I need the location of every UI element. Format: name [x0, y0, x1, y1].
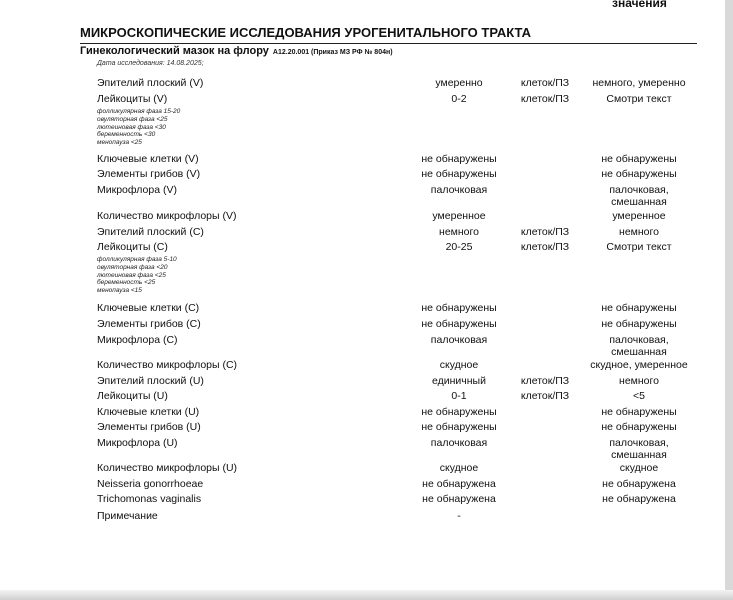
reference-value-line: не обнаружены: [601, 318, 677, 330]
reference-value: [583, 493, 695, 505]
test-unit: клеток/ПЗ: [520, 93, 570, 105]
test-name: Ключевые клетки (V): [97, 153, 199, 165]
reference-value-line: не обнаружены: [601, 168, 677, 180]
test-name: Лейкоциты (C): [97, 241, 168, 253]
reference-value-line: умеренное: [612, 210, 666, 222]
test-name: Trichomonas vaginalis: [97, 493, 202, 505]
test-name: Примечание: [97, 510, 158, 522]
test-name: Лейкоциты (U): [97, 390, 168, 402]
reference-value: [583, 302, 695, 314]
subsection-code: A12.20.001 (Приказ МЗ РФ № 804н): [272, 49, 393, 56]
note-line: овуляторная фаза <25: [97, 115, 168, 123]
test-name: Neisseria gonorrhoeae: [97, 478, 204, 490]
test-result: скудное: [439, 359, 479, 371]
reference-value: [583, 93, 695, 105]
page-edge-right: [725, 0, 733, 600]
reference-value-line: не обнаружена: [602, 493, 676, 505]
test-result: немного: [439, 226, 479, 238]
test-result: умеренно: [435, 77, 483, 89]
test-result: -: [457, 510, 461, 522]
reference-value-line: Смотри текст: [606, 241, 672, 253]
reference-value-line: Смотри текст: [606, 93, 672, 105]
test-name: Ключевые клетки (C): [97, 302, 200, 314]
reference-value: [583, 478, 695, 490]
test-name: Элементы грибов (V): [97, 168, 201, 180]
test-name: Эпителий плоский (U): [97, 375, 204, 387]
reference-value: [583, 318, 695, 330]
reference-value: [583, 153, 695, 165]
reference-value-line: не обнаружены: [601, 406, 677, 418]
test-name: Микрофлора (U): [97, 437, 178, 449]
test-result: единичный: [432, 375, 486, 387]
test-name: Ключевые клетки (U): [97, 406, 200, 418]
test-name: Элементы грибов (U): [97, 421, 201, 433]
test-unit: клеток/ПЗ: [520, 375, 570, 387]
reference-value-line: палочковая,: [609, 437, 669, 449]
reference-value-line: немного: [619, 375, 659, 387]
page-edge-bottom: [0, 590, 733, 600]
reference-value-line: немного: [619, 226, 659, 238]
test-result: палочковая: [430, 437, 488, 449]
reference-value: [583, 241, 695, 253]
test-unit: клеток/ПЗ: [520, 390, 570, 402]
reference-value: [583, 184, 695, 208]
test-name: Количество микрофлоры (V): [97, 210, 237, 222]
reference-value: [583, 437, 695, 461]
reference-value-line: не обнаружена: [602, 478, 676, 490]
leukocytes-c-notes: [97, 256, 177, 295]
test-name: Эпителий плоский (V): [97, 77, 204, 89]
note-line: овуляторная фаза <20: [97, 263, 168, 271]
reference-value: [583, 168, 695, 180]
test-result: не обнаружены: [421, 168, 497, 180]
reference-value-line: не обнаружены: [601, 302, 677, 314]
reference-value-line: скудное: [619, 462, 659, 474]
test-name: Количество микрофлоры (C): [97, 359, 238, 371]
reference-value-line: не обнаружены: [601, 153, 677, 165]
note-line: беременность <30: [97, 131, 156, 139]
test-result: 0-2: [451, 93, 467, 105]
test-result: умеренное: [432, 210, 486, 222]
reference-value: [583, 334, 695, 358]
test-unit: клеток/ПЗ: [520, 226, 570, 238]
reference-values-header: значения: [612, 0, 667, 10]
test-name: Микрофлора (C): [97, 334, 178, 346]
reference-value-line: смешанная: [611, 196, 667, 208]
note-line: менопауза <25: [97, 139, 142, 147]
test-result: 20-25: [445, 241, 473, 253]
reference-value-line: смешанная: [611, 346, 667, 358]
test-unit: клеток/ПЗ: [520, 241, 570, 253]
test-result: не обнаружены: [421, 318, 497, 330]
reference-value: [583, 226, 695, 238]
reference-value-line: <5: [633, 390, 645, 402]
note-line: беременность <25: [97, 279, 156, 287]
reference-value-line: немного, умеренно: [592, 77, 686, 89]
test-name: Лейкоциты (V): [97, 93, 168, 105]
reference-value: [583, 77, 695, 89]
test-result: не обнаружена: [422, 493, 496, 505]
test-result: не обнаружены: [421, 153, 497, 165]
reference-value: [583, 462, 695, 474]
test-name: Эпителий плоский (C): [97, 226, 204, 238]
reference-value-line: палочковая,: [609, 334, 669, 346]
reference-value: [583, 390, 695, 402]
subsection-title-text: Гинекологический мазок на флору: [80, 45, 269, 57]
section-title: МИКРОСКОПИЧЕСКИЕ ИССЛЕДОВАНИЯ УРОГЕНИТАЛЬНОГО ТРАКТА: [80, 25, 697, 44]
note-line: лютеиновая фаза <25: [97, 271, 166, 279]
reference-value-line: смешанная: [611, 449, 667, 461]
test-result: не обнаружены: [421, 302, 497, 314]
subsection-title: [80, 45, 393, 57]
reference-value: [583, 421, 695, 433]
note-line: фолликулярная фаза 5-10: [97, 256, 177, 263]
test-result: палочковая: [430, 184, 488, 196]
test-result: скудное: [439, 462, 479, 474]
test-name: Элементы грибов (C): [97, 318, 201, 330]
test-name: Количество микрофлоры (U): [97, 462, 238, 474]
leukocytes-v-notes: [97, 108, 180, 147]
reference-value-line: не обнаружены: [601, 421, 677, 433]
study-date: Дата исследования: 14.08.2025;: [97, 60, 204, 67]
reference-value: [583, 210, 695, 222]
reference-value: [583, 359, 695, 371]
test-result: не обнаружены: [421, 406, 497, 418]
test-unit: клеток/ПЗ: [520, 77, 570, 89]
reference-value: [583, 375, 695, 387]
test-result: 0-1: [451, 390, 467, 402]
reference-value-line: скудное, умеренное: [590, 359, 688, 371]
note-line: лютеиновая фаза <30: [97, 123, 166, 131]
note-line: фолликулярная фаза 15-20: [97, 108, 181, 115]
test-result: не обнаружены: [421, 421, 497, 433]
test-result: не обнаружена: [422, 478, 496, 490]
reference-value: [583, 406, 695, 418]
note-line: менопауза <15: [97, 287, 142, 295]
test-name: Микрофлора (V): [97, 184, 177, 196]
test-result: палочковая: [430, 334, 488, 346]
reference-value-line: палочковая,: [609, 184, 669, 196]
